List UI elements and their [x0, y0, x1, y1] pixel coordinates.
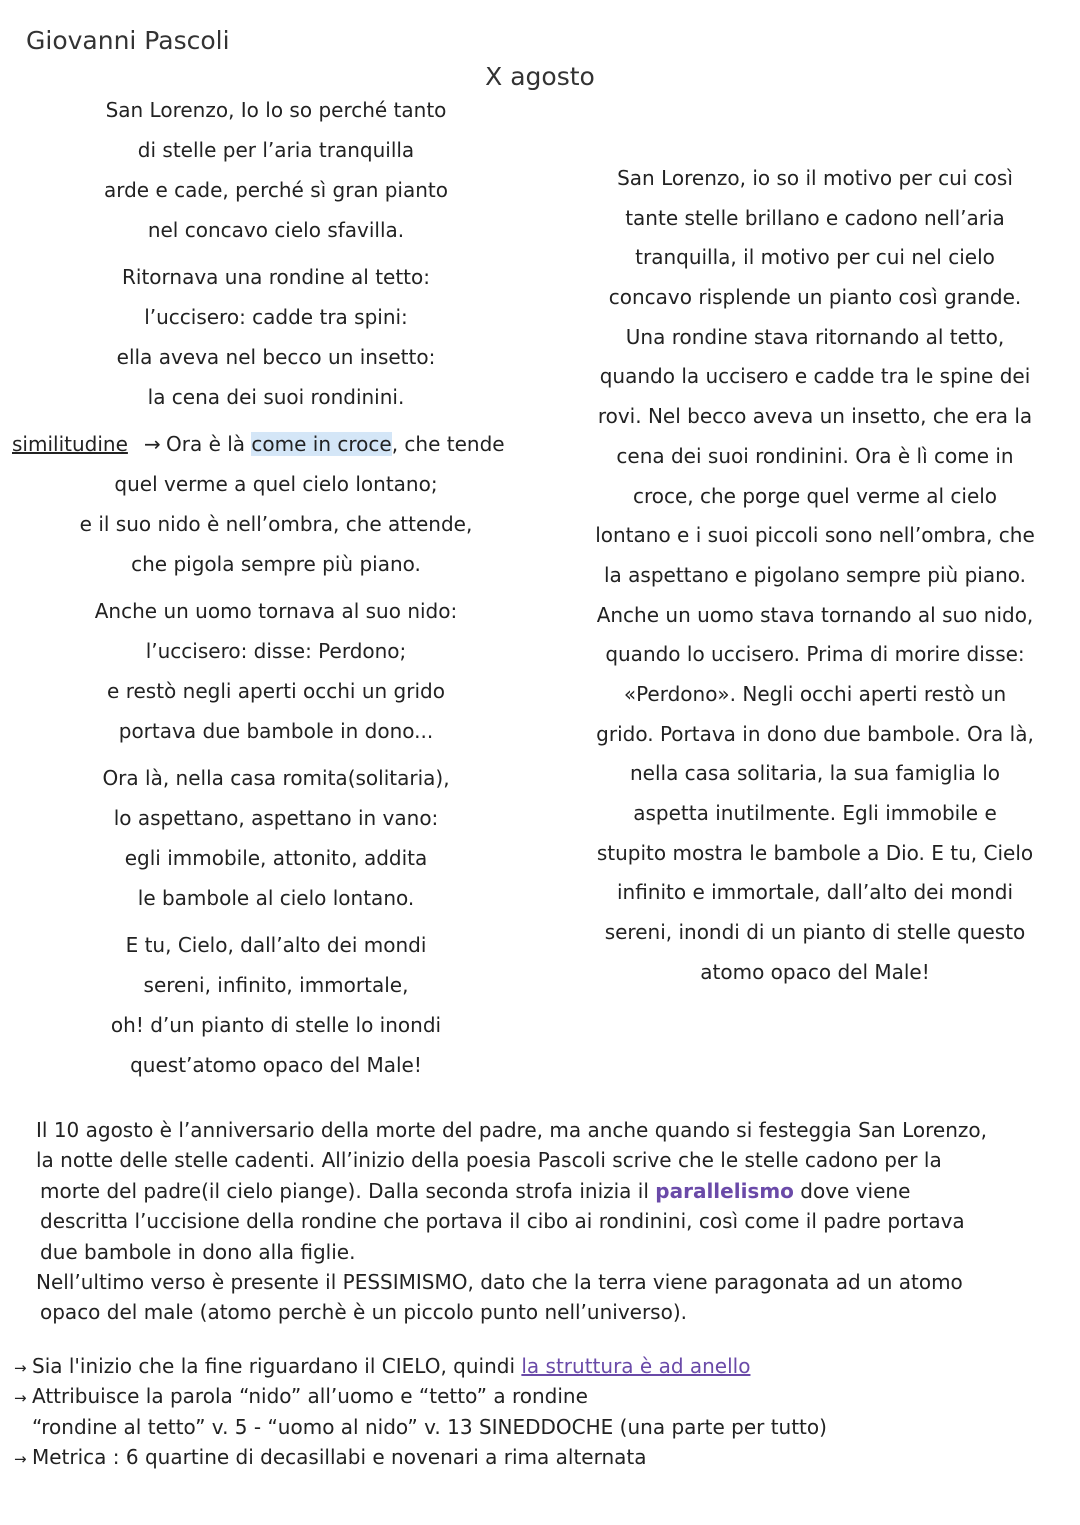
paraphrase-line: concavo risplende un pianto così grande. — [608, 285, 1022, 310]
paraphrase-line: quando la uccisero e cadde tra le spine dei — [599, 364, 1031, 389]
verse-line: nel concavo cielo sfavilla. — [147, 218, 405, 242]
verse-line: Ritornava una rondine al tetto: — [121, 265, 430, 289]
paraphrase-line: stupito mostra le bambole a Dio. E tu, Cielo — [596, 840, 1034, 865]
stanza-1 — [0, 90, 552, 250]
paraphrase-line: San Lorenzo, io so il motivo per cui così — [617, 166, 1013, 190]
verse-line: la cena dei suoi rondinini. — [147, 385, 405, 409]
arrow-right-icon: → — [14, 1450, 27, 1469]
verse-text: Ora è là — [166, 432, 252, 456]
bullet-item — [14, 1351, 1064, 1381]
verse-line: San Lorenzo, Io lo so perché tanto — [105, 98, 447, 122]
paraphrase-line: sereni, inondi di un pianto di stelle questo — [604, 920, 1026, 945]
author-name: Giovanni Pascoli — [26, 26, 230, 55]
verse-line: Ora là, nella casa romita(solitaria), — [102, 766, 450, 790]
paraphrase-line: Anche un uomo stava tornando al suo nido, — [596, 602, 1034, 627]
commentary-text: morte del padre(il cielo piange). Dalla seconda strofa inizia il — [40, 1178, 656, 1203]
verse-line: di stelle per l’aria tranquilla — [137, 138, 415, 162]
bullet-text: Sia l'inizio che la fine riguardano il CIELO, quindi — [32, 1354, 522, 1378]
stanza-3 — [0, 424, 552, 584]
verse-line: Anche un uomo tornava al suo nido: — [94, 599, 458, 623]
simile-verse — [166, 424, 505, 464]
commentary-line — [36, 1176, 1066, 1206]
verse-line: arde e cade, perché sì gran pianto — [103, 178, 449, 202]
verse-line: e restò negli aperti occhi un grido — [107, 679, 445, 703]
commentary-line: Nell’ultimo verso è presente il PESSIMISMO, dato che la terra viene paragonata ad un atomo — [36, 1269, 963, 1294]
paraphrase-line: aspetta inutilmente. Egli immobile e — [633, 801, 997, 825]
stanza-5 — [0, 758, 552, 918]
struttura-ad-anello-link[interactable]: la struttura è ad anello — [521, 1354, 751, 1378]
commentary-text: dove viene — [793, 1178, 911, 1203]
verse-line: ella aveva nel becco un insetto: — [116, 345, 436, 369]
paraphrase-line: lontano e i suoi piccoli sono nell’ombra, che — [595, 523, 1035, 548]
stanza-2 — [0, 257, 552, 417]
verse-line: le bambole al cielo lontano. — [137, 886, 415, 910]
bullet-item — [14, 1381, 1064, 1411]
commentary-line: due bambole in dono alla figlie. — [40, 1239, 356, 1264]
verse-line-simile — [0, 424, 552, 464]
arrow-right-icon: → — [14, 1389, 27, 1408]
poem-title: X agosto — [485, 62, 595, 91]
verse-line: l’uccisero: disse: Perdono; — [145, 639, 407, 663]
paraphrase-line: nella casa solitaria, la sua famiglia lo — [629, 761, 1001, 786]
paraphrase-text — [560, 159, 1070, 992]
keyword-parallelismo: parallelismo — [655, 1178, 794, 1203]
bullet-continuation: “rondine al tetto” v. 5 - “uomo al nido” v. 13 SINEDDOCHE (una parte per tutto) — [32, 1414, 827, 1439]
verse-line: quest’atomo opaco del Male! — [130, 1053, 422, 1077]
bullet-text: Metrica : 6 quartine di decasillabi e novenari a rima alternata — [32, 1445, 647, 1470]
paraphrase-line: «Perdono». Negli occhi aperti restò un — [623, 681, 1007, 706]
verse-line: e il suo nido è nell’ombra, che attende, — [79, 512, 473, 536]
verse-line: sereni, infinito, immortale, — [143, 973, 409, 997]
verse-line: portava due bambole in dono... — [118, 719, 434, 743]
commentary — [36, 1115, 1066, 1328]
bullet-item — [14, 1442, 1064, 1472]
paraphrase-line: Una rondine stava ritornando al tetto, — [625, 324, 1005, 349]
verse-line: che pigola sempre più piano. — [131, 552, 421, 576]
poem-text — [0, 90, 552, 1085]
paraphrase-line: la aspettano e pigolano sempre più piano. — [603, 562, 1027, 587]
arrow-right-icon: → — [14, 1359, 27, 1377]
bullet-notes — [14, 1351, 1064, 1473]
stanza-4 — [0, 591, 552, 751]
arrow-right-icon: → — [144, 432, 161, 456]
verse-line: egli immobile, attonito, addita — [124, 846, 428, 870]
commentary-line: opaco del male (atomo perchè è un piccolo punto nell’universo). — [40, 1300, 688, 1325]
verse-line: quel verme a quel cielo lontano; — [114, 472, 438, 496]
verse-line: E tu, Cielo, dall’alto dei mondi — [125, 933, 427, 957]
paraphrase-line: tante stelle brillano e cadono nell’aria — [625, 205, 1005, 230]
paraphrase-line: tranquilla, il motivo per cui nel cielo — [635, 245, 995, 270]
paraphrase-line: infinito e immortale, dall’alto dei mondi — [616, 880, 1014, 905]
paraphrase-line: quando lo uccisero. Prima di morire disse: — [605, 642, 1025, 667]
commentary-line: descritta l’uccisione della rondine che portava il cibo ai rondinini, così come il padre portava — [40, 1209, 965, 1234]
simile-annotation: similitudine — [12, 432, 128, 456]
paraphrase-line: cena dei suoi rondinini. Ora è lì come in — [616, 443, 1014, 468]
paraphrase-line: atomo opaco del Male! — [700, 959, 930, 984]
verse-text: , che tende — [391, 432, 505, 456]
bullet-text: Attribuisce la parola “nido” all’uomo e “tetto” a rondine — [32, 1384, 588, 1409]
stanza-6 — [0, 925, 552, 1085]
verse-line: l’uccisero: cadde tra spini: — [144, 305, 408, 329]
paraphrase-line: croce, che porge quel verme al cielo — [632, 483, 998, 508]
verse-line: lo aspettano, aspettano in vano: — [113, 806, 439, 830]
verse-line: oh! d’un pianto di stelle lo inondi — [110, 1013, 442, 1037]
commentary-line: la notte delle stelle cadenti. All’inizio della poesia Pascoli scrive che le stelle cadono per la — [36, 1148, 942, 1173]
paraphrase-line: rovi. Nel becco aveva un insetto, che era la — [597, 404, 1033, 429]
commentary-line: Il 10 agosto è l’anniversario della morte del padre, ma anche quando si festeggia San Lorenzo, — [36, 1118, 987, 1142]
paraphrase-line: grido. Portava in dono due bambole. Ora là, — [596, 721, 1034, 746]
highlighted-text: come in croce — [251, 432, 392, 456]
